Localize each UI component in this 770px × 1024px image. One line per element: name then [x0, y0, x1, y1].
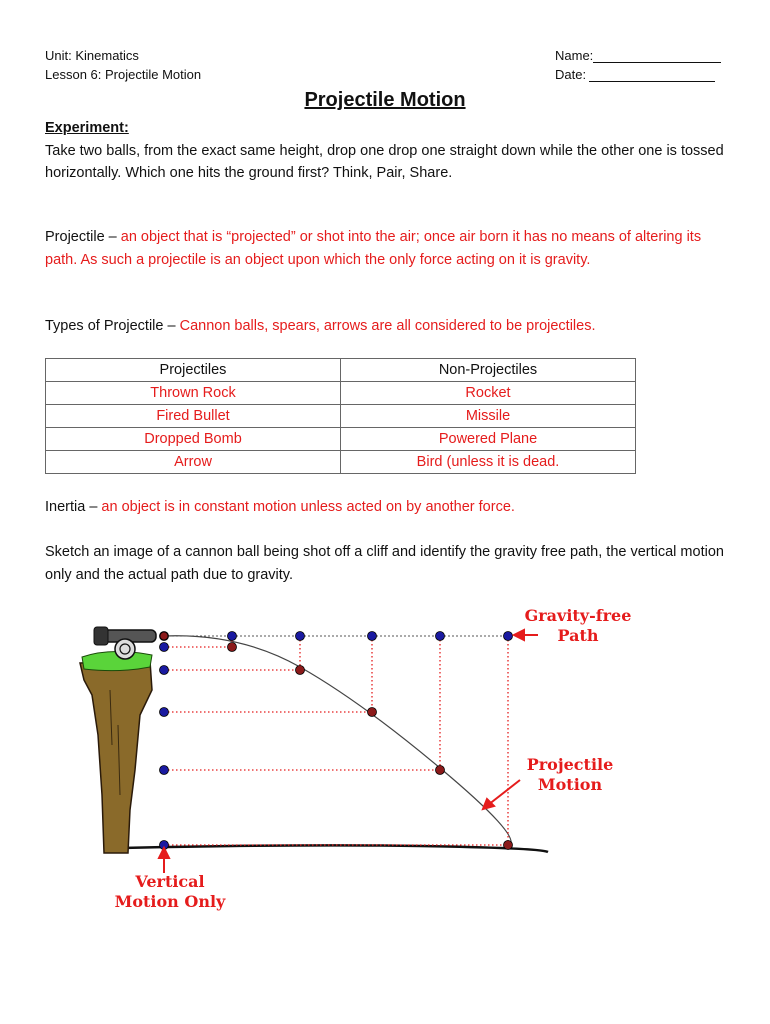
lesson-label: Lesson 6: Projectile Motion — [45, 67, 202, 82]
projectile-curve — [164, 636, 511, 845]
table-header-row — [46, 359, 636, 382]
page-title: Projectile Motion — [304, 89, 466, 111]
inertia-definition-text: an object is in constant motion unless acted on by another force. — [101, 499, 515, 515]
date-blank — [589, 67, 715, 82]
table-header-cell: Non-Projectiles — [341, 359, 636, 382]
table-cell: Fired Bullet — [46, 405, 341, 428]
date-label: Date: — [555, 67, 587, 82]
table-cell: Thrown Rock — [46, 382, 341, 405]
unit-label: Unit: Kinematics — [45, 48, 139, 63]
name-field — [555, 48, 721, 63]
table-row — [46, 451, 636, 474]
projectiles-table — [45, 358, 636, 474]
table-cell: Dropped Bomb — [46, 428, 341, 451]
table-cell: Bird (unless it is dead. — [341, 451, 636, 474]
types-definition-text: Cannon balls, spears, arrows are all considered to be projectiles. — [179, 318, 596, 334]
cliff-illustration — [80, 651, 152, 853]
date-field — [555, 67, 715, 82]
table-cell: Rocket — [341, 382, 636, 405]
gravity-free-label-line1: Gravity-free — [524, 606, 632, 625]
inertia-definition — [45, 496, 725, 519]
projectile-motion-label-line2: Motion — [537, 775, 603, 794]
projectile-balls — [160, 632, 513, 850]
table-cell: Missile — [341, 405, 636, 428]
table-header-cell: Projectiles — [46, 359, 341, 382]
projectile-motion-label-line1: Projectile — [526, 755, 614, 774]
projectile-motion-label — [520, 755, 620, 795]
table-row — [46, 382, 636, 405]
table-row — [46, 405, 636, 428]
connector-lines — [164, 636, 508, 845]
ground-line — [120, 845, 548, 852]
table-row — [46, 428, 636, 451]
experiment-text: Take two balls, from the exact same height, drop one drop one straight down while the other one is tossed horizontally. Which one hits the ground first? Think, Pair, Share. — [45, 142, 724, 181]
gravity-free-label-line2: Path — [557, 626, 599, 645]
table-cell: Powered Plane — [341, 428, 636, 451]
blue-balls — [160, 632, 513, 850]
vertical-motion-label-line2: Motion Only — [114, 892, 226, 911]
types-term: Types of Projectile – — [45, 318, 180, 334]
gravity-free-label — [514, 606, 642, 646]
experiment-heading: Experiment: — [45, 120, 129, 136]
name-blank — [593, 48, 721, 63]
inertia-term: Inertia – — [45, 499, 102, 515]
experiment-section — [45, 117, 725, 185]
projectile-definition-text: an object that is “projected” or shot into the air; once air born it has no means of altering its path. As such a projectile is an object upon which the only force acting on it is gravity. — [45, 229, 702, 268]
table-cell: Arrow — [46, 451, 341, 474]
vertical-motion-label-line1: Vertical — [135, 872, 205, 891]
projectile-term: Projectile – — [45, 229, 121, 245]
sketch-prompt: Sketch an image of a cannon ball being shot off a cliff and identify the gravity free path, the vertical motion only and the actual path due to gravity. — [45, 544, 724, 583]
projectile-definition — [45, 226, 725, 271]
types-of-projectile — [45, 315, 735, 338]
vertical-motion-label — [100, 872, 240, 912]
annotation-arrows — [159, 630, 538, 873]
name-label: Name: — [555, 48, 594, 63]
